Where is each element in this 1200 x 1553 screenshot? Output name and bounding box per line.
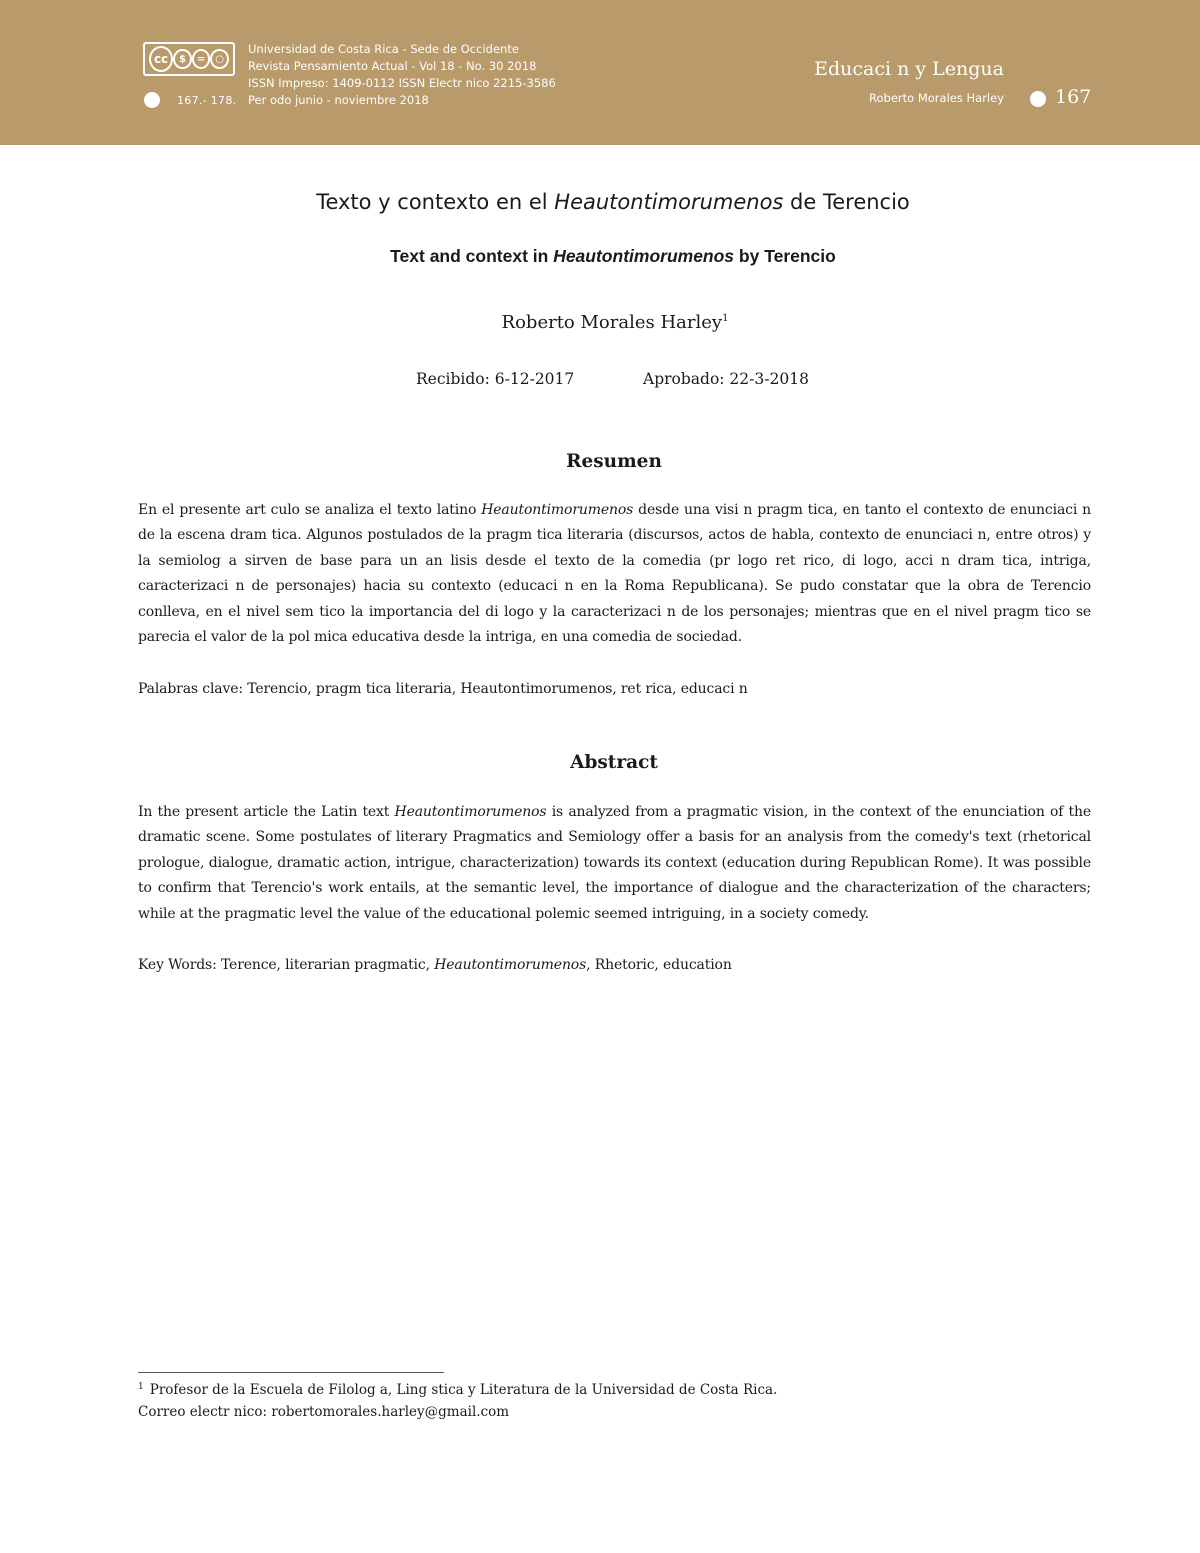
keywords-italic: Heautontimorumenos xyxy=(434,957,587,973)
journal-info xyxy=(248,41,556,109)
journal-line: Per odo junio - noviembre 2018 xyxy=(248,93,429,107)
article-title-english xyxy=(0,246,1200,267)
footnote-email-line[interactable]: Correo electr nico: robertomorales.harley@gmail.com xyxy=(138,1404,510,1420)
creative-commons-license-logo xyxy=(143,42,235,76)
footnote-line xyxy=(138,1376,777,1401)
title-text: by Terencio xyxy=(734,246,836,266)
footnote-mark: 1 xyxy=(722,313,729,324)
paragraph-text: is analyzed from a pragmatic vision, in the context of the enunciation of the dramatic scene. Some postulates of literary Pragmatics and Semiology offer a basis for an analysis from the comedy's text (rhetorical prologue, dialogue, dramatic action, intrigue, characterization) towards its context (education during Republican Rome). It was possible to confirm that Terencio's work entails, at the semantic level, the importance of dialogue and the characterization of the characters; while at the pragmatic level the value of the educational polemic seemed intriguing, in a society comedy. xyxy=(138,804,1091,922)
footnote-text: Profesor de la Escuela de Filolog a, Ling stica y Literatura de la Universidad de Costa Rica. xyxy=(149,1382,778,1398)
attribution-icon: ○ xyxy=(210,49,229,69)
header-band xyxy=(0,0,1200,145)
paragraph-text: In the present article the Latin text xyxy=(138,804,395,820)
footnote xyxy=(138,1376,777,1423)
abstract-heading: Abstract xyxy=(570,752,658,773)
footnote-divider xyxy=(138,1372,444,1373)
resumen-heading: Resumen xyxy=(566,451,662,472)
abstract-paragraph xyxy=(138,800,1091,927)
key-words xyxy=(138,954,1091,976)
keywords-text: Key Words: Terence, literarian pragmatic, xyxy=(138,957,435,973)
approved-date: Aprobado: 22-3-2018 xyxy=(643,370,809,388)
noncommercial-icon: $ xyxy=(173,49,192,69)
paragraph-text: desde una visi n pragm tica, en tanto el contexto de enunciaci n de la escena dram tica. Algunos postulados de la pragm tica literaria (discursos, actos de habla, contexto de enunciaci n, entre otros) y la semiolog a sirven de base para un an lisis desde el texto de la comedia (pr logo ret rico, di logo, acci n dram tica, intriga, caracterizaci n de personajes) hacia su contexto (educaci n en la Roma Republicana). Se pudo constatar que la obra de Terencio conlleva, en el nivel sem tico la importancia del di logo y la caracterizaci n de los personajes; mientras que en el nivel pragm tico se parecia el valor de la pol mica educativa desde la intriga, en una comedia de sociedad. xyxy=(138,502,1091,646)
cc-icon: cc xyxy=(149,46,173,72)
resumen-paragraph xyxy=(138,498,1091,650)
footnote-number: 1 xyxy=(138,1382,144,1392)
running-head-author: Roberto Morales Harley xyxy=(869,91,1004,105)
section-title: Educaci n y Lengua xyxy=(814,58,1004,80)
bullet-dot-icon xyxy=(1030,91,1046,107)
article-title-spanish xyxy=(0,190,1200,214)
paragraph-text: En el presente art culo se analiza el texto latino xyxy=(138,502,482,518)
keywords-text: , Rhetoric, education xyxy=(586,957,732,973)
title-italic: Heautontimorumenos xyxy=(554,190,784,214)
journal-line: ISSN Impreso: 1409-0112 ISSN Electr nico 2215-3586 xyxy=(248,76,556,90)
title-italic: Heautontimorumenos xyxy=(553,246,735,266)
paragraph-italic: Heautontimorumenos xyxy=(481,502,634,518)
received-date: Recibido: 6-12-2017 xyxy=(416,370,575,388)
journal-line: Revista Pensamiento Actual - Vol 18 - No. 30 2018 xyxy=(248,59,537,73)
author-name xyxy=(0,312,1200,333)
paragraph-italic: Heautontimorumenos xyxy=(394,804,547,820)
title-text: Texto y contexto en el xyxy=(316,190,555,214)
journal-line: Universidad de Costa Rica - Sede de Occidente xyxy=(248,42,519,56)
title-text: de Terencio xyxy=(783,190,910,214)
title-text: Text and context in xyxy=(390,246,554,266)
noderivs-icon: = xyxy=(192,49,211,69)
bullet-dot-icon xyxy=(144,92,160,108)
palabras-clave: Palabras clave: Terencio, pragm tica literaria, Heautontimorumenos, ret rica, educaci n xyxy=(138,681,748,697)
page-range: 167.- 178. xyxy=(177,94,237,107)
page-number: 167 xyxy=(1055,86,1092,108)
author-text: Roberto Morales Harley xyxy=(501,312,723,333)
